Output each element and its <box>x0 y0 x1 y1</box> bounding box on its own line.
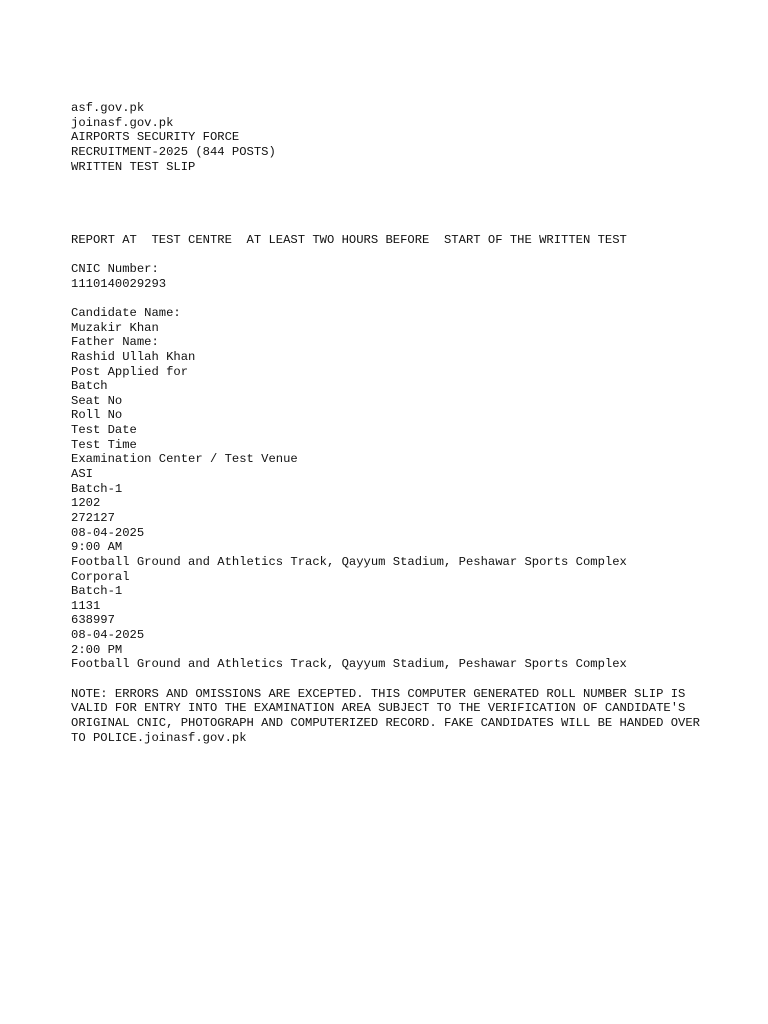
roll-label: Roll No <box>71 408 123 423</box>
batch-label: Batch <box>71 379 108 394</box>
cnic-value: 1110140029293 <box>71 276 167 291</box>
candidate-name: Muzakir Khan <box>71 320 159 335</box>
father-name-label: Father Name: <box>71 335 159 350</box>
venue-label: Examination Center / Test Venue <box>71 452 298 467</box>
entry-1-batch: Batch-1 <box>71 481 123 496</box>
post-label: Post Applied for <box>71 364 189 379</box>
entry-2-venue: Football Ground and Athletics Track, Qayyum Stadium, Peshawar Sports Complex <box>71 657 627 672</box>
slip-title: WRITTEN TEST SLIP <box>71 159 196 174</box>
organization-name: AIRPORTS SECURITY FORCE <box>71 130 240 145</box>
cnic-label: CNIC Number: <box>71 262 159 277</box>
spacer <box>71 174 751 233</box>
entry-2-roll: 638997 <box>71 613 115 628</box>
test-time-label: Test Time <box>71 437 137 452</box>
entry-2-time: 2:00 PM <box>71 642 123 657</box>
recruitment-title: RECRUITMENT-2025 (844 POSTS) <box>71 144 276 159</box>
test-date-label: Test Date <box>71 423 137 438</box>
site-url-secondary: joinasf.gov.pk <box>71 115 174 130</box>
spacer <box>71 291 751 306</box>
entry-1-time: 9:00 AM <box>71 540 123 555</box>
report-instruction: REPORT AT TEST CENTRE AT LEAST TWO HOURS BEFORE START OF THE WRITTEN TEST <box>71 232 627 247</box>
spacer <box>71 672 751 687</box>
test-slip-document <box>71 101 751 745</box>
spacer <box>71 247 751 262</box>
entry-2-batch: Batch-1 <box>71 584 123 599</box>
site-url-primary: asf.gov.pk <box>71 101 145 115</box>
entry-1-roll: 272127 <box>71 510 115 525</box>
entry-2-date: 08-04-2025 <box>71 628 145 643</box>
entry-1-seat: 1202 <box>71 496 101 511</box>
entry-1-venue: Football Ground and Athletics Track, Qayyum Stadium, Peshawar Sports Complex <box>71 554 627 569</box>
seat-label: Seat No <box>71 393 123 408</box>
entry-2-post: Corporal <box>71 569 130 584</box>
entry-2-seat: 1131 <box>71 598 101 613</box>
entry-1-date: 08-04-2025 <box>71 525 145 540</box>
entry-1-post: ASI <box>71 467 93 482</box>
candidate-name-label: Candidate Name: <box>71 306 181 320</box>
disclaimer-note: NOTE: ERRORS AND OMISSIONS ARE EXCEPTED. THIS COMPUTER GENERATED ROLL NUMBER SLIP IS VALID FOR ENTRY INTO THE EXAMINATION AREA SUBJECT TO THE VERIFICATION OF CANDIDATE'S ORIGINAL CNIC, PHOTOGRAPH AND COMPUTERIZED RECORD. FAKE CANDIDATES WILL BE HANDED OVER TO POLICE.joinasf.gov.pk <box>71 686 708 745</box>
father-name: Rashid Ullah Khan <box>71 349 196 364</box>
